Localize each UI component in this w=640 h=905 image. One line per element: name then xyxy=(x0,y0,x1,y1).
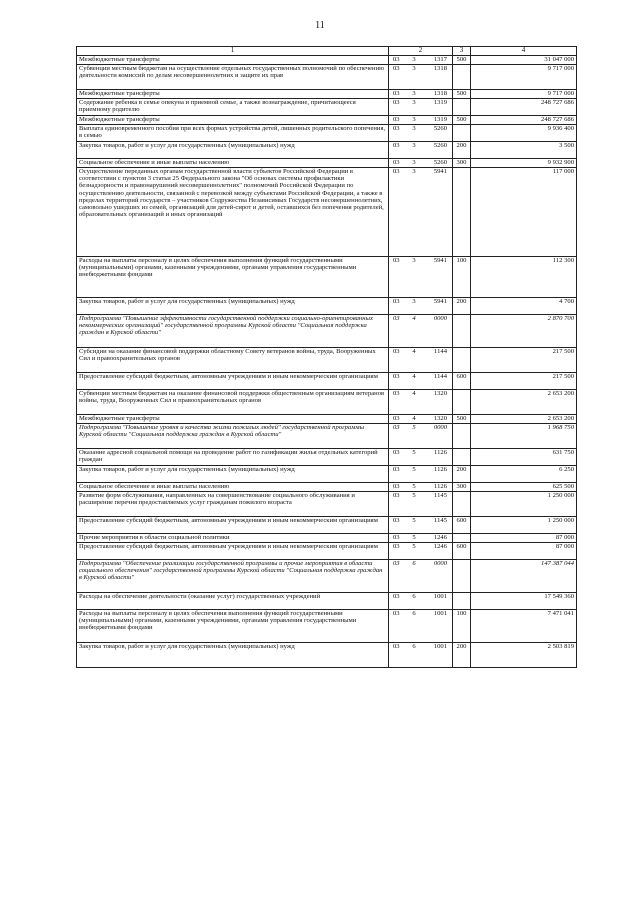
row-code xyxy=(389,415,453,424)
row-expense-type xyxy=(453,99,471,116)
row-amount: 248 727 686 xyxy=(471,99,577,116)
row-name: Содержание ребенка в семье опекуна и приемной семье, а также вознаграждение, причитающееся приемному родителю xyxy=(77,99,389,116)
code-subprogram: 6 xyxy=(412,610,416,617)
table-row xyxy=(77,415,577,424)
code-section: 03 xyxy=(393,449,400,456)
table-row xyxy=(77,315,577,348)
row-expense-type xyxy=(453,424,471,449)
row-expense-type xyxy=(453,593,471,610)
code-subprogram: 4 xyxy=(412,415,416,422)
header-col-4: 4 xyxy=(471,47,577,56)
row-expense-type: 600 xyxy=(453,543,471,560)
row-code xyxy=(389,116,453,125)
code-direction: 1320 xyxy=(433,390,447,397)
row-amount: 9 717 000 xyxy=(471,90,577,99)
code-subprogram: 5 xyxy=(412,449,416,456)
row-amount: 7 471 041 xyxy=(471,610,577,643)
code-section: 03 xyxy=(393,373,400,380)
row-expense-type xyxy=(453,315,471,348)
code-direction: 1246 xyxy=(433,534,447,541)
row-code xyxy=(389,298,453,315)
code-section: 03 xyxy=(393,298,400,305)
table-row xyxy=(77,116,577,125)
row-amount: 31 047 000 xyxy=(471,56,577,65)
row-code xyxy=(389,373,453,390)
code-subprogram: 3 xyxy=(412,298,416,305)
code-section: 03 xyxy=(393,159,400,166)
row-code xyxy=(389,492,453,517)
row-amount: 147 387 044 xyxy=(471,560,577,593)
code-subprogram: 3 xyxy=(412,168,416,175)
code-direction: 5941 xyxy=(433,257,447,264)
row-name: Субсидии на оказание финансовой поддержки областному Совету ветеранов войны, труда, Вооруженных Сил и правоохранительных органов xyxy=(77,348,389,373)
code-section: 03 xyxy=(393,593,400,600)
code-subprogram: 6 xyxy=(412,560,416,567)
code-direction: 1318 xyxy=(433,90,447,97)
row-expense-type xyxy=(453,492,471,517)
code-direction: 0000 xyxy=(433,560,447,567)
row-expense-type xyxy=(453,168,471,257)
row-name: Социальное обеспечение и иные выплаты населению xyxy=(77,483,389,492)
table-row xyxy=(77,56,577,65)
row-expense-type: 100 xyxy=(453,257,471,298)
table-row xyxy=(77,560,577,593)
code-subprogram: 6 xyxy=(412,593,416,600)
code-direction: 1318 xyxy=(433,65,447,72)
row-code xyxy=(389,390,453,415)
row-code xyxy=(389,168,453,257)
row-amount: 3 500 xyxy=(471,142,577,159)
table-row xyxy=(77,483,577,492)
table-row xyxy=(77,534,577,543)
row-name: Осуществление переданных органам государственной власти субъектов Российской Федерации в соответствии с пунктом 3 статьи 25 Федерального закона "Об основах системы профилактики безнадзорности и правонарушений несовершеннолетних" полномочий Российской Федерации по осуществлению деятельности, связанной с перевозкой между субъектами Российской Федерации, а также в пределах территорий государств – участников Содружества Независимых Государств несовершеннолетних, самовольно ушедших из семей, организаций для детей-сирот и детей, оставшихся без попечения родителей, образовательных организаций и иных организаций xyxy=(77,168,389,257)
code-direction: 1246 xyxy=(433,543,447,550)
row-name: Подпрограмма "Повышение эффективности государственной поддержки социально-ориентированных некоммерческих организаций" государственной программы Курской области "Социальная поддержка граждан в Курской области" xyxy=(77,315,389,348)
row-amount: 17 549 360 xyxy=(471,593,577,610)
code-subprogram: 5 xyxy=(412,483,416,490)
code-subprogram: 3 xyxy=(412,159,416,166)
row-name: Межбюджетные трансферты xyxy=(77,415,389,424)
code-direction: 1001 xyxy=(433,593,447,600)
row-expense-type xyxy=(453,65,471,90)
row-code xyxy=(389,517,453,534)
row-name: Закупка товаров, работ и услуг для государственных (муниципальных) нужд xyxy=(77,643,389,668)
code-section: 03 xyxy=(393,415,400,422)
row-expense-type: 300 xyxy=(453,483,471,492)
code-subprogram: 3 xyxy=(412,142,416,149)
code-subprogram: 5 xyxy=(412,543,416,550)
row-code xyxy=(389,65,453,90)
row-expense-type xyxy=(453,125,471,142)
code-direction: 5941 xyxy=(433,298,447,305)
code-subprogram: 3 xyxy=(412,125,416,132)
code-direction: 1317 xyxy=(433,56,447,63)
table-row xyxy=(77,65,577,90)
row-expense-type: 200 xyxy=(453,298,471,315)
code-direction: 1126 xyxy=(434,449,447,456)
row-code xyxy=(389,449,453,466)
code-section: 03 xyxy=(393,90,400,97)
code-direction: 1320 xyxy=(433,415,447,422)
code-section: 03 xyxy=(393,424,400,431)
row-expense-type: 600 xyxy=(453,373,471,390)
row-name: Предоставление субсидий бюджетным, автономным учреждениям и иным некоммерческим организациям xyxy=(77,517,389,534)
table-row xyxy=(77,424,577,449)
code-direction: 1319 xyxy=(433,116,447,123)
row-amount: 1 250 000 xyxy=(471,517,577,534)
header-col-3: 3 xyxy=(453,47,471,56)
code-subprogram: 3 xyxy=(412,116,416,123)
header-col-1: 1 xyxy=(77,47,389,56)
row-code xyxy=(389,560,453,593)
row-amount: 217 500 xyxy=(471,348,577,373)
row-name: Социальное обеспечение и иные выплаты населению xyxy=(77,159,389,168)
code-subprogram: 5 xyxy=(412,517,416,524)
row-expense-type xyxy=(453,560,471,593)
row-code xyxy=(389,593,453,610)
code-direction: 1144 xyxy=(434,348,447,355)
code-section: 03 xyxy=(393,142,400,149)
table-row xyxy=(77,466,577,483)
code-section: 03 xyxy=(393,466,400,473)
code-subprogram: 3 xyxy=(412,99,416,106)
budget-table xyxy=(76,46,577,668)
table-row xyxy=(77,610,577,643)
row-code xyxy=(389,142,453,159)
code-subprogram: 6 xyxy=(412,643,416,650)
row-expense-type: 500 xyxy=(453,56,471,65)
row-code xyxy=(389,610,453,643)
row-amount: 87 000 xyxy=(471,534,577,543)
table-row xyxy=(77,90,577,99)
table-row xyxy=(77,449,577,466)
code-direction: 1126 xyxy=(434,483,447,490)
code-subprogram: 5 xyxy=(412,424,416,431)
row-amount: 9 717 000 xyxy=(471,65,577,90)
row-name: Межбюджетные трансферты xyxy=(77,116,389,125)
code-subprogram: 5 xyxy=(412,466,416,473)
row-amount: 9 932 900 xyxy=(471,159,577,168)
row-name: Закупка товаров, работ и услуг для государственных (муниципальных) нужд xyxy=(77,298,389,315)
row-code xyxy=(389,90,453,99)
code-direction: 5260 xyxy=(433,142,447,149)
code-section: 03 xyxy=(393,517,400,524)
table-row xyxy=(77,168,577,257)
code-direction: 1001 xyxy=(433,610,447,617)
row-code xyxy=(389,257,453,298)
code-section: 03 xyxy=(393,643,400,650)
row-amount: 4 700 xyxy=(471,298,577,315)
row-name: Выплата единовременного пособия при всех формах устройства детей, лишенных родительского попечения, в семью xyxy=(77,125,389,142)
row-code xyxy=(389,543,453,560)
row-expense-type xyxy=(453,390,471,415)
table-row xyxy=(77,593,577,610)
code-direction: 1144 xyxy=(434,373,447,380)
row-expense-type xyxy=(453,534,471,543)
row-code xyxy=(389,315,453,348)
row-amount: 248 727 686 xyxy=(471,116,577,125)
row-expense-type: 300 xyxy=(453,159,471,168)
table-body xyxy=(77,56,577,668)
table-row xyxy=(77,159,577,168)
row-expense-type: 500 xyxy=(453,90,471,99)
row-amount: 87 000 xyxy=(471,543,577,560)
row-name: Закупка товаров, работ и услуг для государственных (муниципальных) нужд xyxy=(77,466,389,483)
row-expense-type: 500 xyxy=(453,116,471,125)
code-section: 03 xyxy=(393,610,400,617)
row-name: Межбюджетные трансферты xyxy=(77,56,389,65)
code-direction: 1001 xyxy=(433,643,447,650)
code-subprogram: 5 xyxy=(412,492,416,499)
code-direction: 0000 xyxy=(433,424,447,431)
row-name: Межбюджетные трансферты xyxy=(77,90,389,99)
table-row xyxy=(77,99,577,116)
table-header-row xyxy=(77,47,577,56)
table-row xyxy=(77,373,577,390)
code-subprogram: 4 xyxy=(412,373,416,380)
code-section: 03 xyxy=(393,543,400,550)
table-row xyxy=(77,348,577,373)
row-expense-type: 200 xyxy=(453,142,471,159)
table-row xyxy=(77,125,577,142)
row-amount: 2 870 700 xyxy=(471,315,577,348)
row-name: Субвенции местным бюджетам на оказание финансовой поддержки общественным организациям ветеранов войны, труда, Вооруженных Сил и правоохранительных органов xyxy=(77,390,389,415)
row-amount: 2 503 819 xyxy=(471,643,577,668)
row-amount: 217 500 xyxy=(471,373,577,390)
code-section: 03 xyxy=(393,99,400,106)
row-code xyxy=(389,56,453,65)
row-expense-type: 600 xyxy=(453,517,471,534)
row-code xyxy=(389,159,453,168)
row-code xyxy=(389,483,453,492)
row-expense-type xyxy=(453,449,471,466)
table-row xyxy=(77,390,577,415)
row-expense-type: 100 xyxy=(453,610,471,643)
code-direction: 1126 xyxy=(434,466,447,473)
row-expense-type: 500 xyxy=(453,415,471,424)
row-code xyxy=(389,348,453,373)
row-name: Развитие форм обслуживания, направленных на совершенствование социального обслуживания и расширение перечня предоставляемых услуг гражданам пожилого возраста xyxy=(77,492,389,517)
code-direction: 5941 xyxy=(433,168,447,175)
code-subprogram: 4 xyxy=(412,315,416,322)
row-name: Подпрограмма "Обеспечение реализации государственной программы и прочие мероприятия в области социального обеспечения" государственной программы Курской области "Социальная поддержка граждан в Курской области" xyxy=(77,560,389,593)
row-expense-type: 200 xyxy=(453,466,471,483)
code-section: 03 xyxy=(393,56,400,63)
code-subprogram: 4 xyxy=(412,390,416,397)
row-amount: 1 250 000 xyxy=(471,492,577,517)
row-name: Расходы на выплаты персоналу в целях обеспечения выполнения функций государственными (муниципальными) органами, казенными учреждениями, органами управления государственными внебюджетными фондами xyxy=(77,257,389,298)
row-code xyxy=(389,466,453,483)
code-section: 03 xyxy=(393,168,400,175)
code-subprogram: 3 xyxy=(412,90,416,97)
row-amount: 1 968 750 xyxy=(471,424,577,449)
row-name: Прочие мероприятия в области социальной политики xyxy=(77,534,389,543)
code-section: 03 xyxy=(393,534,400,541)
row-amount: 6 250 xyxy=(471,466,577,483)
row-expense-type xyxy=(453,348,471,373)
code-section: 03 xyxy=(393,560,400,567)
table-row xyxy=(77,543,577,560)
code-direction: 1319 xyxy=(433,99,447,106)
code-subprogram: 5 xyxy=(412,534,416,541)
code-section: 03 xyxy=(393,348,400,355)
table-row xyxy=(77,298,577,315)
row-name: Расходы на обеспечение деятельности (оказание услуг) государственных учреждений xyxy=(77,593,389,610)
row-amount: 9 936 400 xyxy=(471,125,577,142)
code-direction: 1145 xyxy=(434,517,447,524)
code-subprogram: 3 xyxy=(412,257,416,264)
code-section: 03 xyxy=(393,315,400,322)
row-code xyxy=(389,534,453,543)
row-name: Расходы на выплаты персоналу в целях обеспечения выполнения функций государственными (муниципальными) органами, казенными учреждениями, органами управления государственными внебюджетными фондами xyxy=(77,610,389,643)
code-direction: 5260 xyxy=(433,159,447,166)
row-amount: 2 653 200 xyxy=(471,415,577,424)
code-subprogram: 4 xyxy=(412,348,416,355)
code-section: 03 xyxy=(393,492,400,499)
row-amount: 625 500 xyxy=(471,483,577,492)
row-amount: 2 653 200 xyxy=(471,390,577,415)
table-row xyxy=(77,257,577,298)
table-row xyxy=(77,142,577,159)
row-code xyxy=(389,99,453,116)
row-name: Закупка товаров, работ и услуг для государственных (муниципальных) нужд xyxy=(77,142,389,159)
row-code xyxy=(389,125,453,142)
code-direction: 0000 xyxy=(433,315,447,322)
table-row xyxy=(77,643,577,668)
row-expense-type: 200 xyxy=(453,643,471,668)
table-row xyxy=(77,517,577,534)
page-number: 11 xyxy=(315,20,325,31)
row-name: Оказание адресной социальной помощи на проведение работ по газификации жилья отдельных категорий граждан xyxy=(77,449,389,466)
row-amount: 117 000 xyxy=(471,168,577,257)
header-col-2: 2 xyxy=(389,47,453,56)
code-section: 03 xyxy=(393,257,400,264)
code-section: 03 xyxy=(393,125,400,132)
row-name: Подпрограмма "Повышение уровня и качества жизни пожилых людей" государственной программы Курской области "Социальная поддержка граждан в Курской области" xyxy=(77,424,389,449)
code-section: 03 xyxy=(393,390,400,397)
code-section: 03 xyxy=(393,483,400,490)
row-code xyxy=(389,424,453,449)
row-amount: 112 300 xyxy=(471,257,577,298)
code-direction: 5260 xyxy=(433,125,447,132)
row-code xyxy=(389,643,453,668)
row-name: Предоставление субсидий бюджетным, автономным учреждениям и иным некоммерческим организациям xyxy=(77,373,389,390)
code-subprogram: 3 xyxy=(412,56,416,63)
code-direction: 1145 xyxy=(434,492,447,499)
row-amount: 631 750 xyxy=(471,449,577,466)
row-name: Субвенции местным бюджетам на осуществление отдельных государственных полномочий по обеспечению деятельности комиссий по делам несовершеннолетних и защите их прав xyxy=(77,65,389,90)
row-name: Предоставление субсидий бюджетным, автономным учреждениям и иным некоммерческим организациям xyxy=(77,543,389,560)
table-row xyxy=(77,492,577,517)
code-subprogram: 3 xyxy=(412,65,416,72)
code-section: 03 xyxy=(393,116,400,123)
code-section: 03 xyxy=(393,65,400,72)
